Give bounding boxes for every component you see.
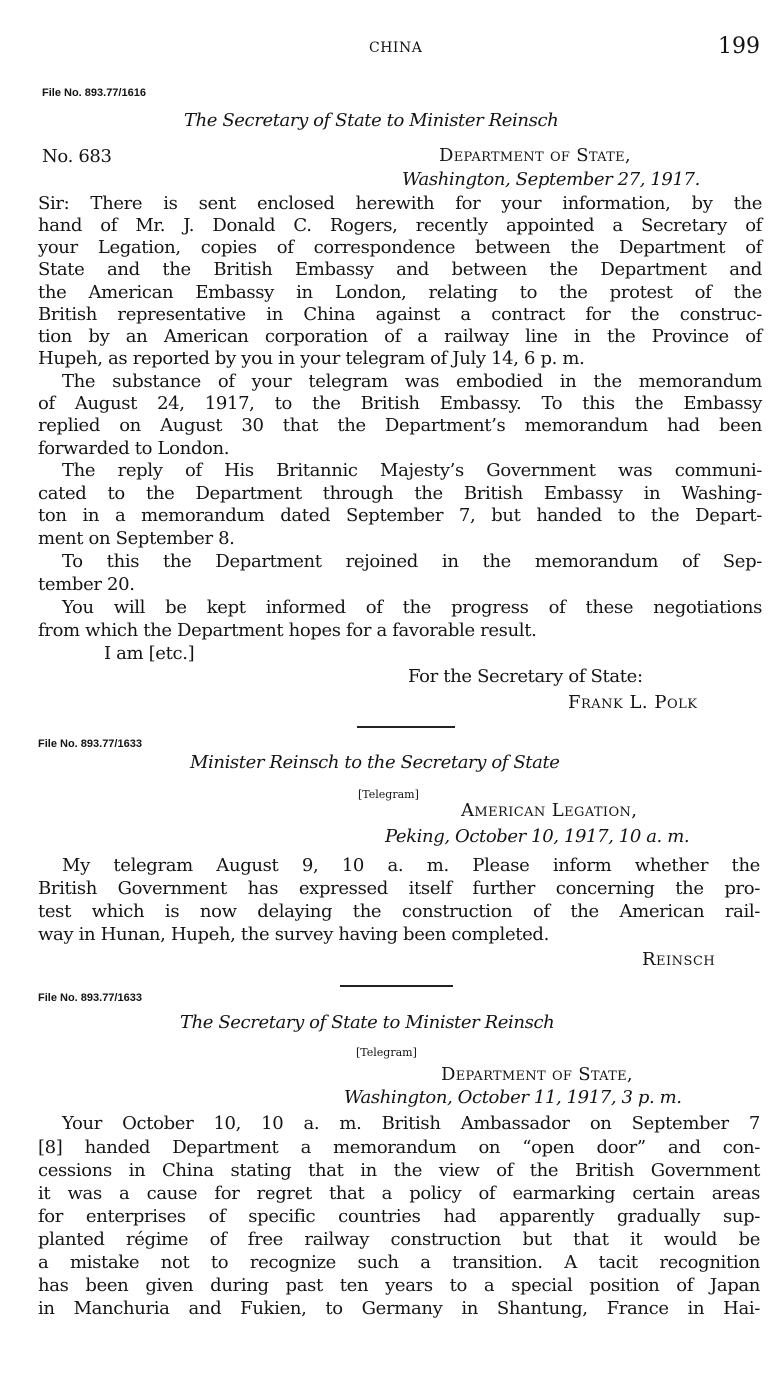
document-heading: Minister Reinsch to the Secretary of State bbox=[190, 752, 560, 773]
body-line: your Legation, copies of correspondence between the Department of bbox=[38, 237, 762, 258]
body-line: cessions in China stating that in the view of the British Government bbox=[38, 1160, 760, 1181]
signature: Frank L. Polk bbox=[568, 692, 698, 713]
sender-department: Department of State, bbox=[439, 145, 631, 166]
body-line: replied on August 30 that the Department’s memorandum had been bbox=[38, 415, 762, 436]
document-heading: The Secretary of State to Minister Reinsch bbox=[180, 1012, 555, 1033]
document-heading: The Secretary of State to Minister Reinsch bbox=[184, 110, 559, 131]
body-line: way in Hunan, Hupeh, the survey having been completed. bbox=[38, 924, 549, 945]
body-line: British representative in China against a contract for the construc- bbox=[38, 304, 762, 325]
section-divider bbox=[340, 985, 453, 987]
body-line: The reply of His Britannic Majesty’s Government was communi- bbox=[62, 460, 762, 481]
body-line: for enterprises of specific countries had apparently gradually sup- bbox=[38, 1206, 760, 1227]
page-number: 199 bbox=[718, 34, 760, 59]
body-line: My telegram August 9, 10 a. m. Please inform whether the bbox=[62, 855, 760, 876]
body-line: has been given during past ten years to a special position of Japan bbox=[38, 1275, 760, 1296]
telegram-label: [Telegram] bbox=[358, 788, 419, 801]
body-line: tion by an American corporation of a railway line in the Province of bbox=[38, 326, 762, 347]
body-line: it was a cause for regret that a policy of earmarking certain areas bbox=[38, 1183, 760, 1204]
place-date: Washington, October 11, 1917, 3 p. m. bbox=[344, 1087, 682, 1108]
file-number: File No. 893.77/1616 bbox=[42, 87, 146, 99]
sender-department: Department of State, bbox=[441, 1064, 633, 1085]
file-number: File No. 893.77/1633 bbox=[38, 738, 142, 750]
body-line: cated to the Department through the British Embassy in Washing- bbox=[38, 483, 762, 504]
body-line: You will be kept informed of the progress of these negotiations bbox=[62, 597, 762, 618]
body-line: test which is now delaying the construction of the American rail- bbox=[38, 901, 760, 922]
body-line: of August 24, 1917, to the British Embassy. To this the Embassy bbox=[38, 393, 762, 414]
telegram-label: [Telegram] bbox=[356, 1046, 417, 1059]
body-line: a mistake not to recognize such a transition. A tacit recognition bbox=[38, 1252, 760, 1273]
body-line: I am [etc.] bbox=[104, 643, 195, 664]
place-date: Peking, October 10, 1917, 10 a. m. bbox=[385, 826, 690, 847]
body-line: tember 20. bbox=[38, 574, 135, 595]
dispatch-number: No. 683 bbox=[42, 146, 112, 167]
closing-line: For the Secretary of State: bbox=[408, 666, 643, 687]
body-line: British Government has expressed itself further concerning the pro- bbox=[38, 878, 760, 899]
body-line: Your October 10, 10 a. m. British Ambassador on September 7 bbox=[62, 1113, 760, 1134]
body-line: forwarded to London. bbox=[38, 438, 230, 459]
body-line: The substance of your telegram was embodied in the memorandum bbox=[62, 371, 762, 392]
body-line: from which the Department hopes for a favorable result. bbox=[38, 620, 537, 641]
body-line: ment on September 8. bbox=[38, 528, 235, 549]
section-divider bbox=[357, 726, 455, 728]
running-title: CHINA bbox=[369, 40, 423, 56]
file-number: File No. 893.77/1633 bbox=[38, 992, 142, 1004]
body-line: planted régime of free railway construction but that it would be bbox=[38, 1229, 760, 1250]
body-line: in Manchuria and Fukien, to Germany in Shantung, France in Hai- bbox=[38, 1298, 760, 1319]
body-line: Sir: There is sent enclosed herewith for your information, by the bbox=[38, 193, 762, 214]
body-line: hand of Mr. J. Donald C. Rogers, recently appointed a Secretary of bbox=[38, 215, 762, 236]
body-line: State and the British Embassy and between the Department and bbox=[38, 259, 762, 280]
sender-legation: American Legation, bbox=[461, 800, 638, 821]
place-date: Washington, September 27, 1917. bbox=[402, 169, 700, 190]
body-line: ton in a memorandum dated September 7, but handed to the Depart- bbox=[38, 505, 762, 526]
body-line: Hupeh, as reported by you in your telegram of July 14, 6 p. m. bbox=[38, 348, 585, 369]
body-line: To this the Department rejoined in the memorandum of Sep- bbox=[62, 551, 762, 572]
body-line: the American Embassy in London, relating to the protest of the bbox=[38, 282, 762, 303]
signature: Reinsch bbox=[642, 949, 716, 970]
body-line: [8] handed Department a memorandum on “open door” and con- bbox=[38, 1137, 760, 1158]
